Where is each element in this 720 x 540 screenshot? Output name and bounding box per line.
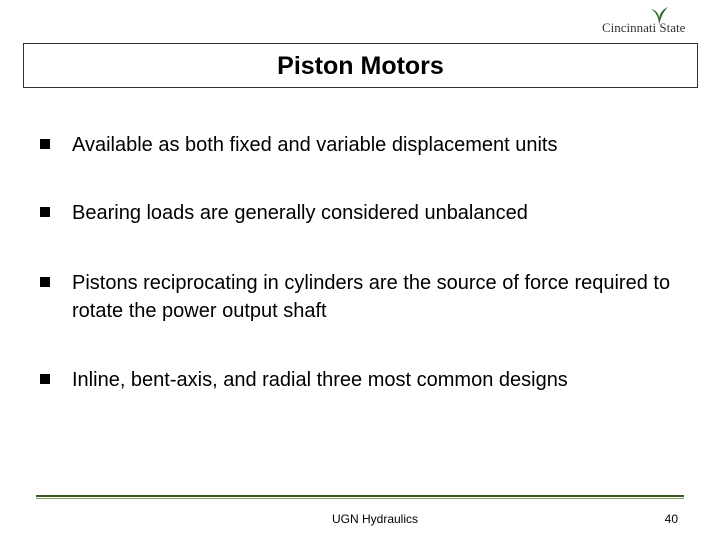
bullet-item — [40, 269, 682, 325]
footer-course-name: UGN Hydraulics — [331, 512, 418, 526]
bullet-item — [40, 199, 682, 227]
bullet-text: Pistons reciprocating in cylinders are the source of force required to rotate the power output shaft — [72, 272, 671, 322]
bullet-item — [40, 131, 682, 159]
footer-divider-accent — [36, 498, 684, 499]
footer-divider — [36, 495, 684, 497]
cincinnati-state-logo — [602, 6, 692, 40]
logo-text: Cincinnati State — [602, 20, 686, 35]
bullet-text: Bearing loads are generally considered unbalanced — [72, 202, 528, 224]
bullet-text: Inline, bent-axis, and radial three most common designs — [72, 369, 568, 391]
bullet-square-icon — [40, 207, 50, 217]
page-number: 40 — [664, 512, 678, 526]
bullet-square-icon — [40, 277, 50, 287]
bullet-square-icon — [40, 139, 50, 149]
title-box — [23, 43, 698, 88]
slide-title: Piston Motors — [277, 52, 444, 80]
bullet-text: Available as both fixed and variable displacement units — [72, 134, 558, 156]
bullet-item — [40, 366, 682, 394]
bullet-square-icon — [40, 374, 50, 384]
